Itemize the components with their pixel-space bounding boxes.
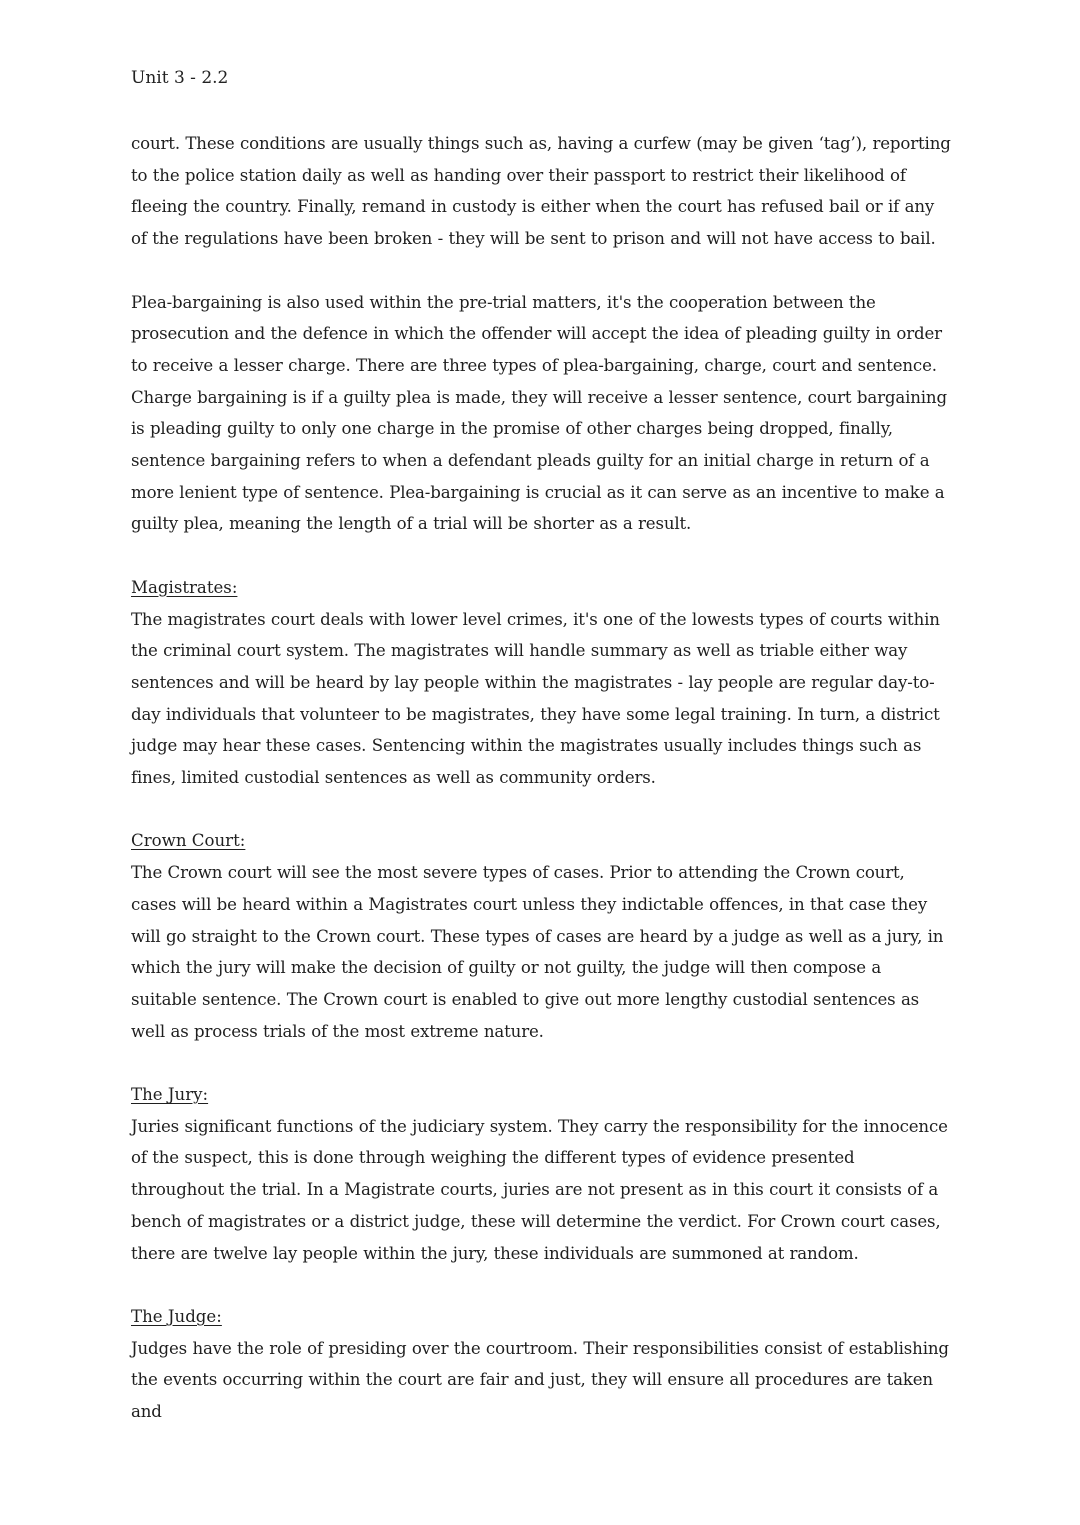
page-header: Unit 3 - 2.2 <box>131 68 229 88</box>
section-title-the-jury: The Jury: <box>131 1085 209 1105</box>
section-the-judge <box>131 1301 951 1428</box>
document-body <box>131 128 951 1459</box>
paragraph-plea-bargaining: Plea-bargaining is also used within the pre-trial matters, it's the cooperation between the prosecution and the defence in which the offender will accept the idea of pleading guilty in order to receive a lesser charge. There are three types of plea-bargaining, charge, court and sentence. Charge bargaining is if a guilty plea is made, they will receive a lesser sentence, court bargaining is pleading guilty to only one charge in the promise of other charges being dropped, finally, sentence bargaining refers to when a defendant pleads guilty for an initial charge in return of a more lenient type of sentence. Plea-bargaining is crucial as it can serve as an incentive to make a guilty plea, meaning the length of a trial will be shorter as a result. <box>131 292 947 534</box>
paragraph-bail-conditions: court. These conditions are usually things such as, having a curfew (may be given ‘tag’), reporting to the police station daily as well as handing over their passport to restrict their likelihood of fleeing the country. Finally, remand in custody is either when the court has refused bail or if any of the regulations have been broken - they will be sent to prison and will not have access to bail. <box>131 134 951 249</box>
section-text-magistrates: The magistrates court deals with lower level crimes, it's one of the lowests types of courts within the criminal court system. The magistrates will handle summary as well as triable either way sentences and will be heard by lay people within the magistrates - lay people are regular day-to-day individuals that volunteer to be magistrates, they have some legal training. In turn, a district judge may hear these cases. Sentencing within the magistrates usually includes things such as fines, limited custodial sentences as well as community orders. <box>131 609 940 788</box>
section-title-the-judge: The Judge: <box>131 1306 222 1326</box>
section-the-jury <box>131 1079 951 1269</box>
section-text-crown-court: The Crown court will see the most severe types of cases. Prior to attending the Crown court, cases will be heard within a Magistrates court unless they indictable offences, in that case they will go straight to the Crown court. These types of cases are heard by a judge as well as a jury, in which the jury will make the decision of guilty or not guilty, the judge will then compose a suitable sentence. The Crown court is enabled to give out more lengthy custodial sentences as well as process trials of the most extreme nature. <box>131 863 944 1041</box>
section-text-the-jury: Juries significant functions of the judiciary system. They carry the responsibility for the innocence of the suspect, this is done through weighing the different types of evidence presented throughout the trial. In a Magistrate courts, juries are not present as in this court it consists of a bench of magistrates or a district judge, these will determine the verdict. For Crown court cases, there are twelve lay people within the jury, these individuals are summoned at random. <box>131 1116 948 1263</box>
section-title-magistrates: Magistrates: <box>131 577 238 597</box>
section-crown-court <box>131 825 951 1047</box>
section-magistrates <box>131 572 951 794</box>
section-text-the-judge: Judges have the role of presiding over the courtroom. Their responsibilities consist of establishing the events occurring within the court are fair and just, they will ensure all procedures are taken and <box>131 1338 949 1422</box>
section-title-crown-court: Crown Court: <box>131 831 246 851</box>
